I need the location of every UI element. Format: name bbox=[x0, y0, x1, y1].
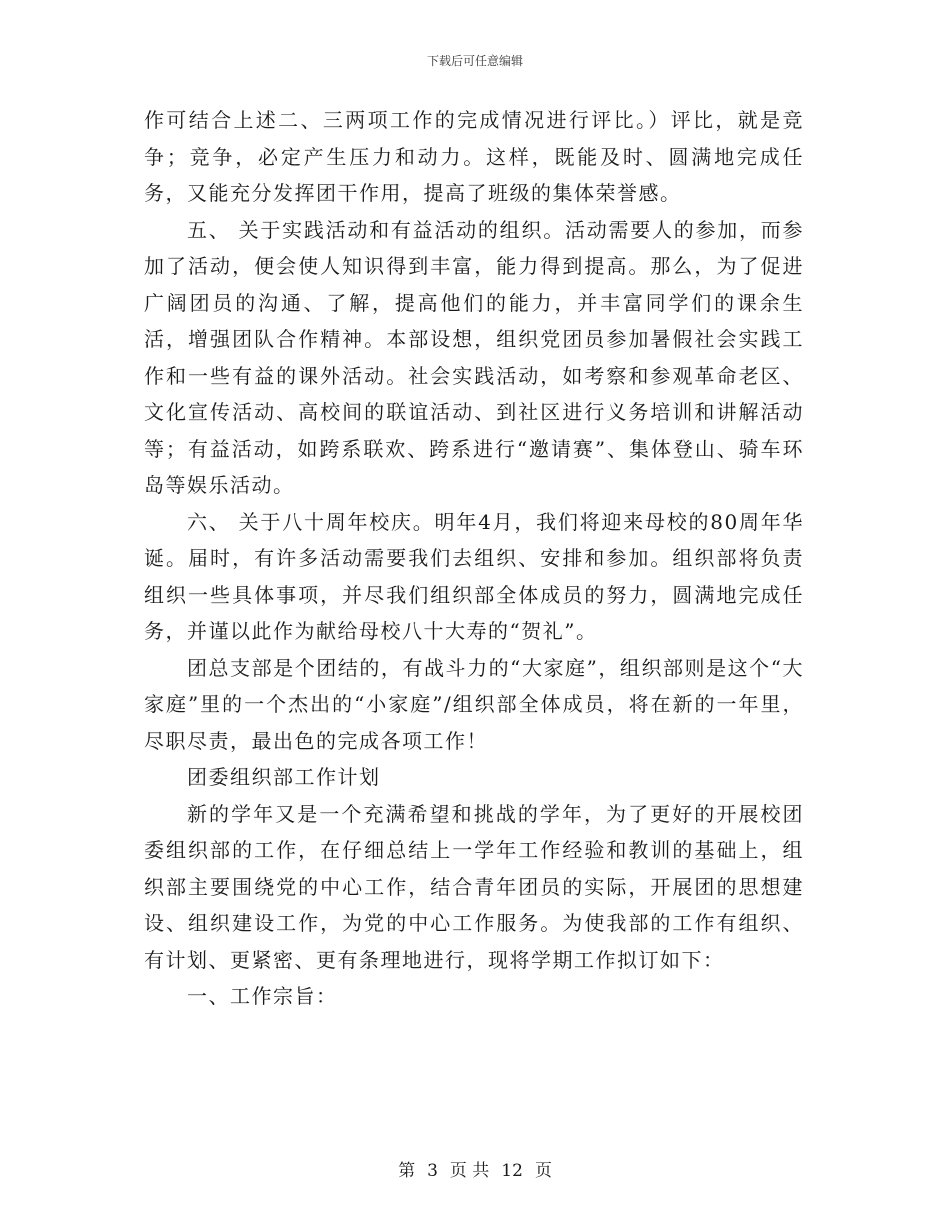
paragraph-evaluation: 作可结合上述二、三两项工作的完成情况进行评比。）评比，就是竞争；竞争，必定产生压力和动力。这样，既能及时、圆满地完成任务，又能充分发挥团干作用，提高了班级的集体荣誉感。 bbox=[144, 108, 804, 205]
paragraph-practice-activities: 五、 关于实践活动和有益活动的组织。活动需要人的参加，而参加了活动，便会使人知识得到丰富，能力得到提高。那么，为了促进广阔团员的沟通、了解，提高他们的能力，并丰富同学们的课余生活，增强团队合作精神。本部设想，组织党团员参加暑假社会实践工作和一些有益的课外活动。社会实践活动，如考察和参观革命老区、文化宣传活动、高校间的联谊活动、到社区进行义务培训和讲解活动等；有益活动，如跨系联欢、跨系进行“邀请赛”、集体登山、骑车环岛等娱乐活动。 bbox=[144, 217, 804, 497]
page-footer bbox=[0, 1156, 950, 1181]
paragraph-work-purpose: 一、工作宗旨： bbox=[187, 984, 338, 1008]
total-pages-number: 12 bbox=[501, 1161, 523, 1181]
page-label-mid: 页 共 bbox=[449, 1161, 490, 1181]
page-label-prefix: 第 bbox=[398, 1161, 416, 1181]
section-heading-work-plan: 团委组织部工作计划 bbox=[187, 765, 381, 789]
page-label-suffix: 页 bbox=[534, 1161, 552, 1181]
paragraph-new-year-intro: 新的学年又是一个充满希望和挑战的学年，为了更好的开展校团委组织部的工作，在仔细总结上一学年工作经验和教训的基础上，组织部主要围绕党的中心工作，结合青年团员的实际，开展团的思想建设、组织建设工作，为党的中心工作服务。为使我部的工作有组织、有计划、更紧密、更有条理地进行，现将学期工作拟订如下： bbox=[144, 801, 804, 972]
document-body bbox=[144, 102, 804, 1015]
header-note: 下载后可任意编辑 bbox=[426, 54, 523, 68]
current-page-number: 3 bbox=[427, 1161, 438, 1181]
paragraph-conclusion: 团总支部是个团结的，有战斗力的“大家庭”，组织部则是这个“大家庭”里的一个杰出的“小家庭”/组织部全体成员，将在新的一年里，尽职尽责，最出色的完成各项工作！ bbox=[144, 655, 804, 753]
paragraph-anniversary: 六、 关于八十周年校庆。明年4月，我们将迎来母校的80周年华诞。届时，有许多活动需要我们去组织、安排和参加。组织部将负责组织一些具体事项，并尽我们组织部全体成员的努力，圆满地完成任务，并谨以此作为献给母校八十大寿的“贺礼”。 bbox=[144, 509, 804, 643]
